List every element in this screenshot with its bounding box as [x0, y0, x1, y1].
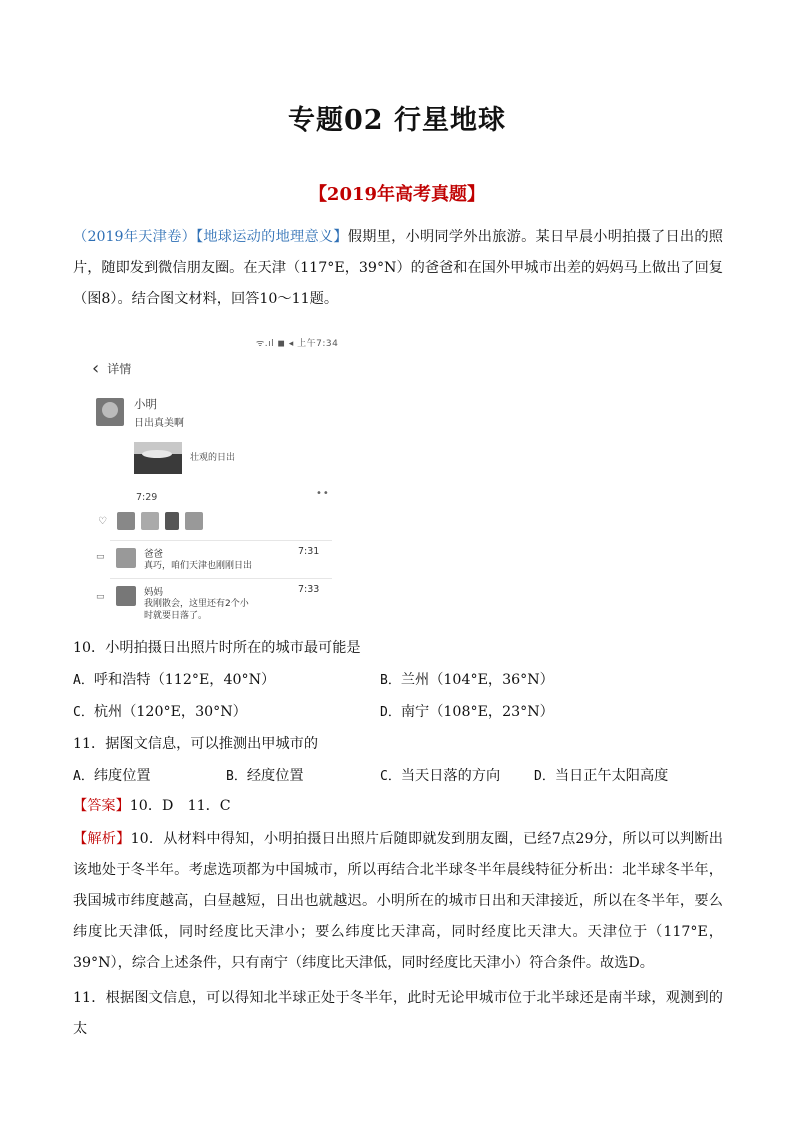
heart-icon: ♡: [98, 515, 107, 527]
question-10-stem: 10．小明拍摄日出照片时所在的城市最可能是: [73, 640, 361, 656]
comment-icon: ▭: [96, 592, 105, 602]
status-bar: ᯤ.ıl ◼ ◂ 上午7:34: [256, 339, 339, 349]
comment-time: 7:33: [298, 584, 320, 595]
comment-time: 7:31: [298, 546, 320, 557]
like-avatar: [165, 512, 179, 530]
comment-icon: ▭: [96, 552, 105, 562]
q11-option-b: B．经度位置: [226, 768, 304, 784]
header-row: [92, 357, 132, 379]
like-avatar: [141, 512, 159, 530]
avatar: [96, 398, 124, 426]
comment-avatar: [116, 586, 136, 606]
question-11-stem: 11．据图文信息，可以推测出甲城市的: [73, 736, 319, 752]
q10-option-d: D．南宁（108°E，23°N）: [380, 704, 554, 720]
comment-avatar: [116, 548, 136, 568]
page-title: 专题02 行星地球: [288, 105, 506, 136]
q11-option-d: D．当日正午太阳高度: [534, 768, 669, 784]
intro-source: （2019年天津卷）: [73, 229, 197, 245]
analysis-text: 10．从材料中得知，小明拍摄日出照片后随即就发到朋友圈，已经7点29分，所以可以判断出该地处于冬半年。考虑选项都为中国城市，所以再结合北半球冬半年晨线特征分析出：北半球冬半年，我国城市纬度越高，白昼越短，日出也就越迟。小明所在的城市日出和天津接近，所以在冬半年，要么纬度比天津低，同时经度比天津小；要么纬度比天津高，同时经度比天津大。天津位于（117°E，39°N），综合上述条件，只有南宁（纬度比天津低，同时经度比天津小）符合条件。故选D。: [73, 831, 723, 971]
q10-option-a: A．呼和浩特（112°E，40°N）: [73, 672, 276, 688]
analysis-paragraph-2: 11．根据图文信息，可以得知北半球正处于冬半年，此时无论甲城市位于北半球还是南半球，观测到的太: [73, 990, 723, 1037]
q11-option-c: C．当天日落的方向: [380, 768, 501, 784]
answer-label: 【答案】: [73, 798, 130, 814]
post-time: 7:29: [136, 492, 158, 503]
like-avatar: [117, 512, 135, 530]
q10-option-c: C．杭州（120°E，30°N）: [73, 704, 247, 720]
analysis-paragraph: [73, 824, 723, 979]
header-title: 详情: [107, 362, 132, 376]
intro-paragraph: [73, 222, 723, 315]
divider: [110, 540, 332, 541]
sunrise-photo: [134, 442, 182, 474]
answer-line: [73, 796, 231, 816]
likes-row: [98, 512, 209, 530]
section-title: 【2019年高考真题】: [308, 184, 486, 205]
comment-name: 妈妈: [144, 587, 164, 598]
q10-option-b: B．兰州（104°E，36°N）: [380, 672, 554, 688]
chevron-left-icon: ‹: [92, 357, 100, 379]
intro-topic: 【地球运动的地理意义】: [196, 229, 348, 245]
intro-text: 假期里，小明同学外出旅游。某日早晨小明拍摄了日出的照片，随即发到微信朋友圈。在天津（117°E，39°N）的爸爸和在国外甲城市出差的妈妈马上做出了回复（图8）。结合图文材料，回答10～11题。: [73, 229, 723, 307]
q11-option-a: A．纬度位置: [73, 768, 151, 784]
analysis-label: 【解析】: [73, 831, 131, 847]
like-avatar: [185, 512, 203, 530]
comment-text: 我刚散会，这里还有2个小时就要日落了。: [144, 599, 249, 621]
post-text: 日出真美啊: [134, 418, 184, 429]
post-user-name: 小明: [134, 397, 157, 411]
photo-caption: 壮观的日出: [190, 453, 236, 463]
comment-text: 真巧，咱们天津也刚刚日出: [144, 561, 253, 571]
answer-text: 10．D 11．C: [129, 798, 231, 814]
divider: [110, 578, 332, 579]
more-icon: ••: [316, 488, 330, 499]
wechat-screenshot-figure: [86, 330, 346, 628]
comment-name: 爸爸: [144, 549, 164, 560]
